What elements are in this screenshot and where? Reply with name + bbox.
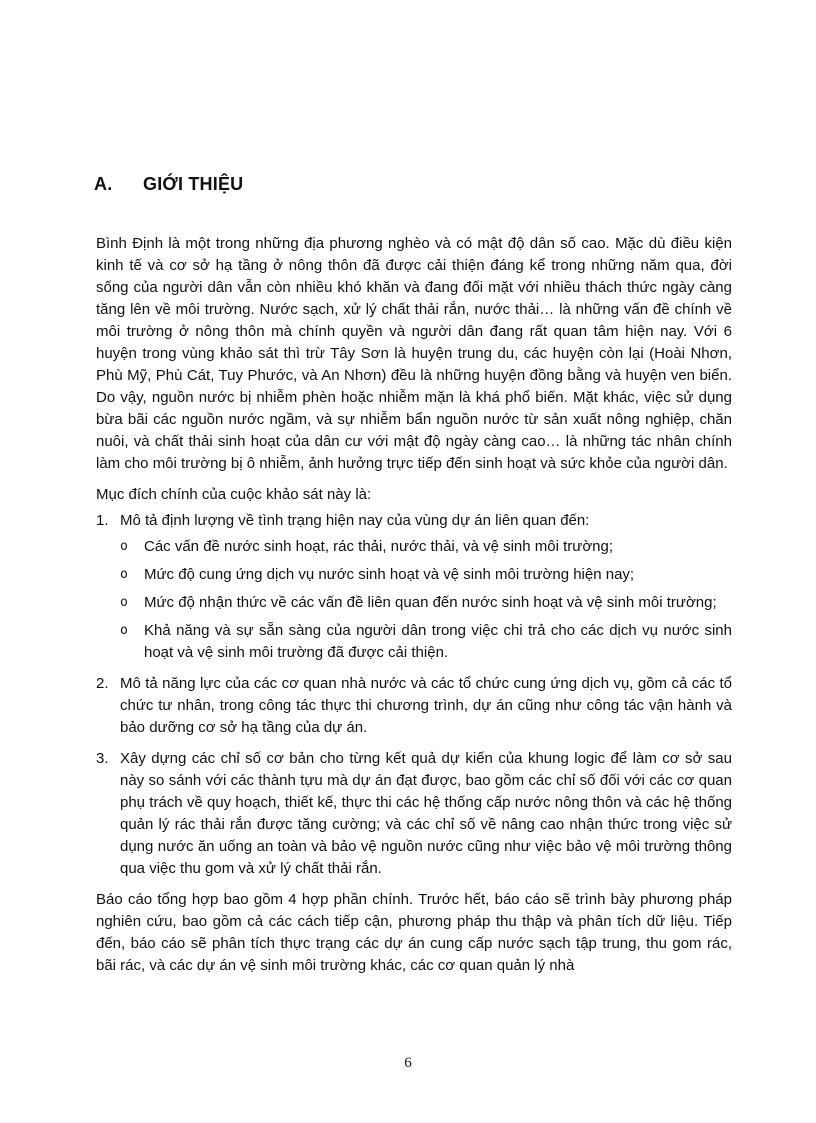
section-heading	[94, 174, 243, 195]
section-title: GIỚI THIỆU	[143, 174, 244, 194]
objectives-list	[96, 510, 732, 880]
bullet-icon: o	[120, 623, 128, 638]
sub-item	[120, 620, 732, 664]
sub-item-text: Khả năng và sự sẵn sàng của người dân trong việc chi trả cho các dịch vụ nước sinh hoạt và vệ sinh môi trường đã được cải thiện.	[144, 622, 732, 661]
purpose-lead: Mục đích chính của cuộc khảo sát này là:	[96, 486, 372, 503]
page-number: 6	[404, 1055, 412, 1071]
sub-list	[120, 536, 732, 664]
body-text	[96, 233, 732, 986]
summary-paragraph: Báo cáo tổng hợp bao gồm 4 hợp phần chính. Trước hết, báo cáo sẽ trình bày phương pháp nghiên cứu, bao gồm cả các cách tiếp cận, phương pháp thu thập và phân tích dữ liệu. Tiếp đến, báo cáo sẽ phân tích thực trạng các dự án cung cấp nước sạch tập trung, thu gom rác, bãi rác, và các dự án vệ sinh môi trường khác, các cơ quan quản lý nhà	[96, 891, 732, 974]
sub-item-text: Các vấn đề nước sinh hoạt, rác thải, nước thải, và vệ sinh môi trường;	[144, 538, 614, 555]
objective-item	[96, 673, 732, 739]
intro-paragraph: Bình Định là một trong những địa phương nghèo và có mật độ dân số cao. Mặc dù điều kiện kinh tế và cơ sở hạ tầng ở nông thôn đã được cải thiện đáng kể trong những năm qua, đời sống của người dân vẫn còn nhiều khó khăn và đang đối mặt với nhiều thách thức ngày càng tăng lên về môi trường. Nước sạch, xử lý chất thải rắn, nước thải… là những vấn đề chính về môi trường ở nông thôn mà chính quyền và người dân đang rất quan tâm hiện nay. Với 6 huyện trong vùng khảo sát thì trừ Tây Sơn là huyện trung du, các huyện còn lại (Hoài Nhơn, Phù Mỹ, Phù Cát, Tuy Phước, và An Nhơn) đều là những huyện đồng bằng và huyện ven biển. Do vậy, nguồn nước bị nhiễm phèn hoặc nhiễm mặn là khá phổ biến. Mặt khác, việc sử dụng bừa bãi các nguồn nước ngầm, và sự nhiễm bẩn nguồn nước từ sản xuất nông nghiệp, chăn nuôi, và chất thải sinh hoạt của dân cư với mật độ ngày càng cao… là những tác nhân chính làm cho môi trường bị ô nhiễm, ảnh hưởng trực tiếp đến sinh hoạt và sức khỏe của người dân.	[96, 235, 732, 472]
sub-item-text: Mức độ nhận thức về các vấn đề liên quan đến nước sinh hoạt và vệ sinh môi trường;	[144, 594, 717, 611]
sub-item	[120, 592, 732, 614]
sub-item	[120, 564, 732, 586]
bullet-icon: o	[120, 595, 128, 610]
objective-number: 3.	[96, 750, 109, 767]
bullet-icon: o	[120, 567, 128, 582]
section-number: A.	[94, 174, 113, 194]
sub-item	[120, 536, 732, 558]
objective-item	[96, 748, 732, 880]
objective-text: Mô tả định lượng về tình trạng hiện nay của vùng dự án liên quan đến:	[120, 512, 590, 529]
sub-item-text: Mức độ cung ứng dịch vụ nước sinh hoạt và vệ sinh môi trường hiện nay;	[144, 566, 635, 583]
objective-item	[96, 510, 732, 664]
objective-text: Xây dựng các chỉ số cơ bản cho từng kết quả dự kiến của khung logic để làm cơ sở sau này so sánh với các thành tựu mà dự án đạt được, bao gồm các chỉ số đối với các cơ quan phụ trách về quy hoạch, thiết kế, thực thi các hệ thống cấp nước nông thôn và các hệ thống quản lý rác thải rắn được tăng cường; và các chỉ số về nâng cao nhận thức trong việc sử dụng nước ăn uống an toàn và bảo vệ nguồn nước cũng như việc bảo vệ môi trường thông qua việc thu gom và xử lý chất thải rắn.	[120, 750, 732, 877]
objective-number: 2.	[96, 675, 109, 692]
objective-text: Mô tả năng lực của các cơ quan nhà nước và các tổ chức cung ứng dịch vụ, gồm cả các tổ chức tư nhân, trong công tác thực thi chương trình, dự án cũng như công tác vận hành và bảo dưỡng cơ sở hạ tầng của dự án.	[120, 675, 732, 736]
bullet-icon: o	[120, 539, 128, 554]
objective-number: 1.	[96, 512, 109, 529]
